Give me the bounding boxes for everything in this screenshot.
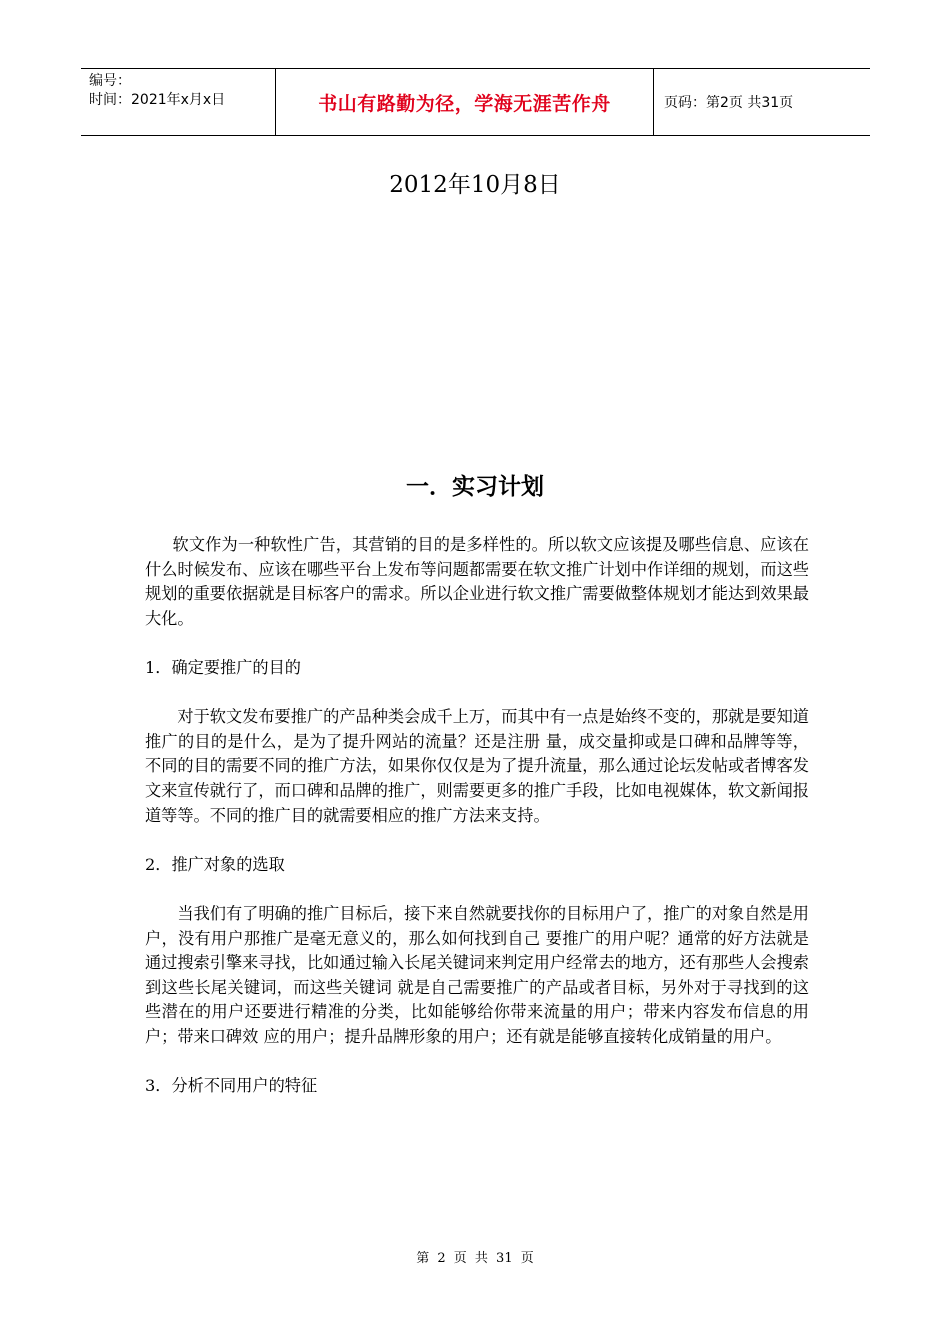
item2-heading: 2．推广对象的选取 — [145, 854, 285, 874]
page-header — [81, 68, 870, 136]
item1-paragraph: 对于软文发布要推广的产品种类会成千上万，而其中有一点是始终不变的，那就是要知道推广的目的是什么，是为了提升网站的流量？还是注册 量，成交量抑或是口碑和品牌等等，不同的目的需要不同的推广方法，如果你仅仅是为了提升流量，那么通过论坛发帖或者博客发文来宣传就行了，而口碑和品牌的推广，则需要更多的推广手段，比如电视媒体，软文新闻报道等等。不同的推广目的就需要相应的推广方法来支持。 — [145, 707, 809, 825]
section-title: 一．实习计划 — [406, 474, 544, 500]
item2-paragraph: 当我们有了明确的推广目标后，接下来自然就要找你的目标用户了，推广的对象自然是用户，没有用户那推广是毫无意义的，那么如何找到自己 要推广的用户呢？通常的好方法就是通过搜索引擎来寻找，比如通过输入长尾关键词来判定用户经常去的地方，还有那些人会搜索到这些长尾关键词，而这些关键词 就是自己需要推广的产品或者目标，另外对于寻找到的这些潜在的用户还要进行精准的分类，比如能够给你带来流量的用户；带来内容发布信息的用户；带来口碑效 应的用户；提升品牌形象的用户；还有就是能够直接转化成销量的用户。 — [145, 903, 809, 1046]
header-motto: 书山有路勤为径，学海无涯苦作舟 — [276, 69, 654, 135]
document-body — [145, 533, 809, 1099]
item1-heading: 1．确定要推广的目的 — [145, 657, 301, 677]
header-number-label: 编号： — [89, 73, 131, 89]
header-meta — [81, 69, 276, 135]
page-footer: 第 2 页 共 31 页 — [416, 1251, 534, 1266]
header-page-label: 页码：第2页 共31页 — [664, 95, 794, 111]
header-date-label: 时间：2021年x月x日 — [89, 92, 226, 108]
item3-heading: 3．分析不同用户的特征 — [145, 1076, 318, 1096]
date-line: 2012年10月8日 — [389, 172, 561, 198]
intro-paragraph: 软文作为一种软性广告，其营销的目的是多样性的。所以软文应该提及哪些信息、应该在什么时候发布、应该在哪些平台上发布等问题都需要在软文推广计划中作详细的规划，而这些规划的重要依据就是目标客户的需求。所以企业进行软文推广需要做整体规划才能达到效果最大化。 — [145, 535, 809, 628]
